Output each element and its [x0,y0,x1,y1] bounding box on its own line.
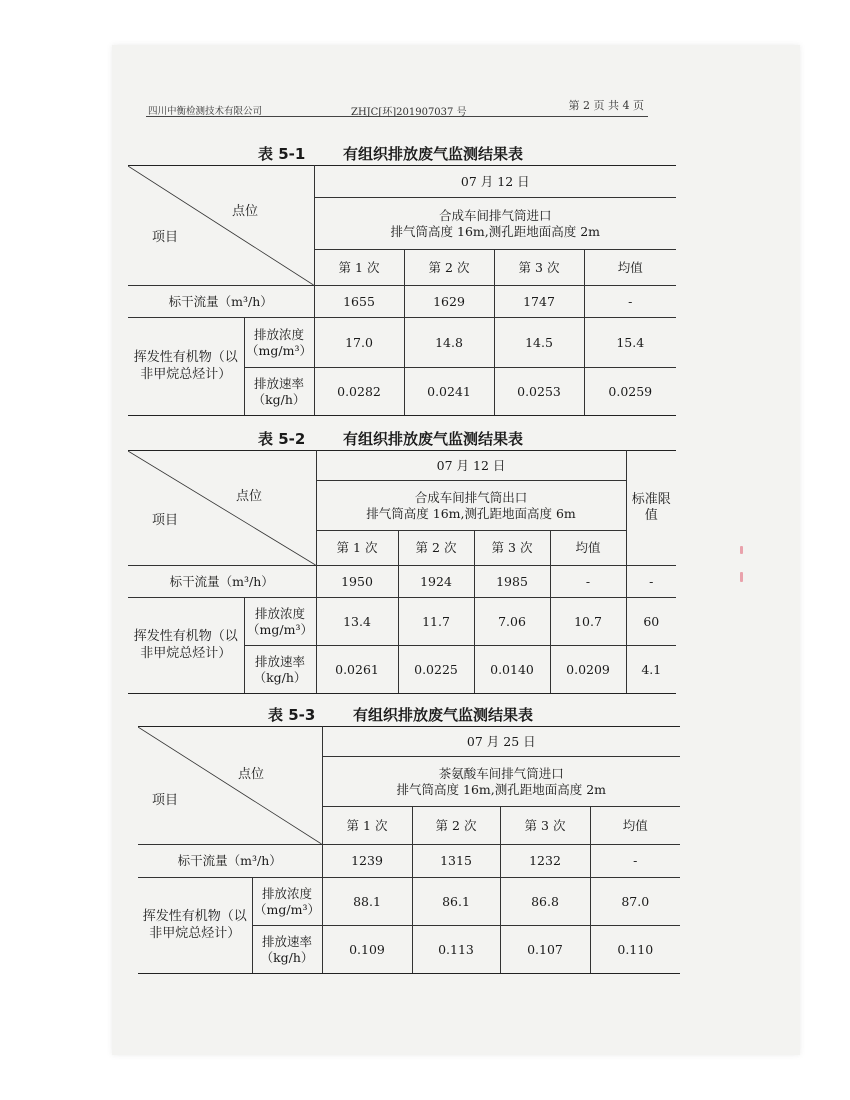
concentration-value: 86.1 [412,878,500,926]
rate-value: 0.109 [322,926,412,974]
concentration-label: 排放浓度（mg/m³） [244,598,316,646]
stack-info: 排气筒高度 16m,测孔距地面高度 2m [396,781,607,797]
rate-value: 0.0209 [550,646,626,694]
date-cell: 07 月 12 日 [314,166,676,198]
standard-flow: - [626,566,676,598]
voc-label: 挥发性有机物（以非甲烷总烃计） [128,598,244,694]
concentration-value: 17.0 [314,318,404,368]
rate-value: 0.0259 [584,368,676,416]
location-name: 茶氨酸车间排气筒进口 [438,765,564,781]
binding-mark [740,546,743,554]
flow-label: 标干流量（m³/h） [128,286,314,318]
concentration-value: 86.8 [500,878,590,926]
item-label: 项目 [152,513,179,528]
run-1-header: 第 1 次 [322,807,412,845]
point-label: 点位 [236,489,263,504]
location-cell [314,198,676,250]
rate-value: 0.107 [500,926,590,974]
standard-rate: 4.1 [626,646,676,694]
company-name: 四川中衡检测技术有限公司 [148,106,263,117]
flow-value: 1629 [404,286,494,318]
rate-value: 0.0225 [398,646,474,694]
document-number: ZHJC[环]201907037 号 [351,107,467,118]
standard-concentration: 60 [626,598,676,646]
flow-value: - [590,845,680,878]
rate-value: 0.0241 [404,368,494,416]
table-title: 有组织排放废气监测结果表 [353,706,534,724]
flow-value: 1950 [316,566,398,598]
flow-value: 1924 [398,566,474,598]
run-3-header: 第 3 次 [474,531,550,566]
concentration-value: 15.4 [584,318,676,368]
concentration-label: 排放浓度（mg/m³） [252,878,322,926]
date-cell: 07 月 12 日 [316,451,626,481]
run-2-header: 第 2 次 [398,531,474,566]
rate-value: 0.110 [590,926,680,974]
table-number: 表 5-3 [268,706,316,724]
concentration-label: 排放浓度（mg/m³） [244,318,314,368]
concentration-value: 13.4 [316,598,398,646]
table-title: 有组织排放废气监测结果表 [343,145,524,163]
run-1-header: 第 1 次 [316,531,398,566]
date-cell: 07 月 25 日 [322,727,680,757]
concentration-value: 88.1 [322,878,412,926]
flow-value: 1985 [474,566,550,598]
item-label: 项目 [152,230,179,245]
rate-value: 0.113 [412,926,500,974]
voc-label: 挥发性有机物（以非甲烷总烃计） [138,878,252,974]
stack-info: 排气筒高度 16m,测孔距地面高度 6m [366,505,576,521]
table-5-3-caption [128,704,676,728]
voc-label: 挥发性有机物（以非甲烷总烃计） [128,318,244,416]
flow-value: 1232 [500,845,590,878]
run-3-header: 第 3 次 [500,807,590,845]
point-label: 点位 [238,767,265,782]
rate-label: 排放速率（kg/h） [244,368,314,416]
flow-value: 1315 [412,845,500,878]
run-3-header: 第 3 次 [494,250,584,286]
flow-label: 标干流量（m³/h） [128,566,316,598]
location-cell [316,481,626,531]
flow-value: 1655 [314,286,404,318]
concentration-value: 14.5 [494,318,584,368]
table-5-1-caption [128,143,676,167]
concentration-value: 87.0 [590,878,680,926]
concentration-value: 11.7 [398,598,474,646]
stack-info: 排气筒高度 16m,测孔距地面高度 2m [390,223,601,239]
table-header-diagonal [128,451,316,566]
table-number: 表 5-1 [258,145,306,163]
page-number: 第 2 页 共 4 页 [568,99,644,112]
concentration-value: 7.06 [474,598,550,646]
rate-label: 排放速率（kg/h） [244,646,316,694]
binding-mark [740,572,743,582]
table-5-2-caption [128,428,676,452]
standard-limit-header: 标准限值 [626,451,676,566]
flow-value: 1747 [494,286,584,318]
table-5-2 [128,450,676,694]
location-name: 合成车间排气筒出口 [414,489,528,505]
rate-value: 0.0140 [474,646,550,694]
mean-header: 均值 [590,807,680,845]
item-label: 项目 [152,793,179,808]
table-header-diagonal [138,727,322,845]
concentration-value: 14.8 [404,318,494,368]
table-title: 有组织排放废气监测结果表 [343,430,524,448]
table-number: 表 5-2 [258,430,306,448]
rate-value: 0.0261 [316,646,398,694]
table-5-3 [138,726,680,974]
location-name: 合成车间排气筒进口 [439,207,552,223]
mean-header: 均值 [584,250,676,286]
flow-value: 1239 [322,845,412,878]
table-header-diagonal [128,166,314,286]
rate-value: 0.0253 [494,368,584,416]
concentration-value: 10.7 [550,598,626,646]
run-2-header: 第 2 次 [412,807,500,845]
table-5-1 [128,165,676,416]
rate-label: 排放速率（kg/h） [252,926,322,974]
header-rule [146,116,648,117]
mean-header: 均值 [550,531,626,566]
flow-value: - [584,286,676,318]
flow-label: 标干流量（m³/h） [138,845,322,878]
location-cell [322,757,680,807]
flow-value: - [550,566,626,598]
rate-value: 0.0282 [314,368,404,416]
point-label: 点位 [232,204,259,219]
run-1-header: 第 1 次 [314,250,404,286]
run-2-header: 第 2 次 [404,250,494,286]
